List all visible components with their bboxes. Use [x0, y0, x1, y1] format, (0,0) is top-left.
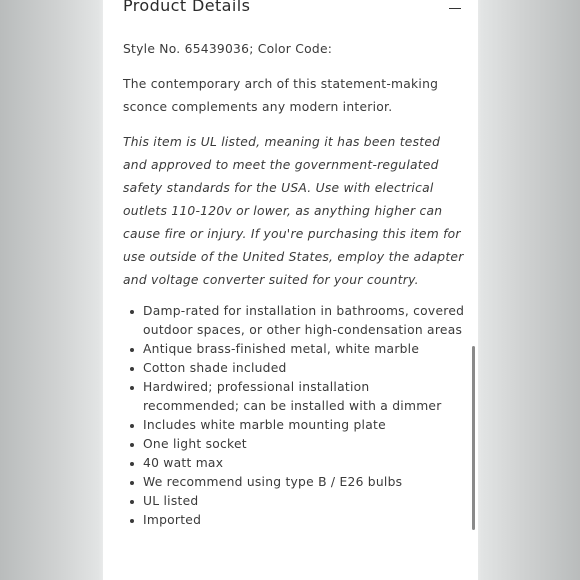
section-title: Product Details — [123, 0, 251, 15]
ul-warning-text: This item is UL listed, meaning it has been tested and approved to meet the government-regulated safety standards for the USA. Use with electrical outlets 110-120v or lower, as anything higher can cause fire or injury. If you're purchasing this item for use outside of the United States, employ the adapter and voltage converter suited for your country. — [123, 135, 464, 287]
feature-list — [123, 302, 468, 530]
style-number: Style No. 65439036; Color Code: — [123, 42, 333, 56]
list-item: Antique brass-finished metal, white marble — [123, 340, 468, 359]
product-details-content — [123, 38, 468, 530]
product-details-header[interactable] — [123, 0, 463, 22]
list-item: Includes white marble mounting plate — [123, 416, 468, 435]
minus-icon[interactable] — [447, 0, 463, 16]
list-item: 40 watt max — [123, 454, 468, 473]
list-item: Damp-rated for installation in bathrooms, covered outdoor spaces, or other high-condensation areas — [123, 302, 468, 340]
list-item: Imported — [123, 511, 468, 530]
scrollbar[interactable] — [472, 346, 475, 530]
list-item: Hardwired; professional installation recommended; can be installed with a dimmer — [123, 378, 468, 416]
list-item: Cotton shade included — [123, 359, 468, 378]
list-item: We recommend using type B / E26 bulbs — [123, 473, 468, 492]
list-item: UL listed — [123, 492, 468, 511]
list-item: One light socket — [123, 435, 468, 454]
product-details-panel — [103, 0, 478, 580]
product-description: The contemporary arch of this statement-making sconce complements any modern interior. — [123, 77, 439, 114]
